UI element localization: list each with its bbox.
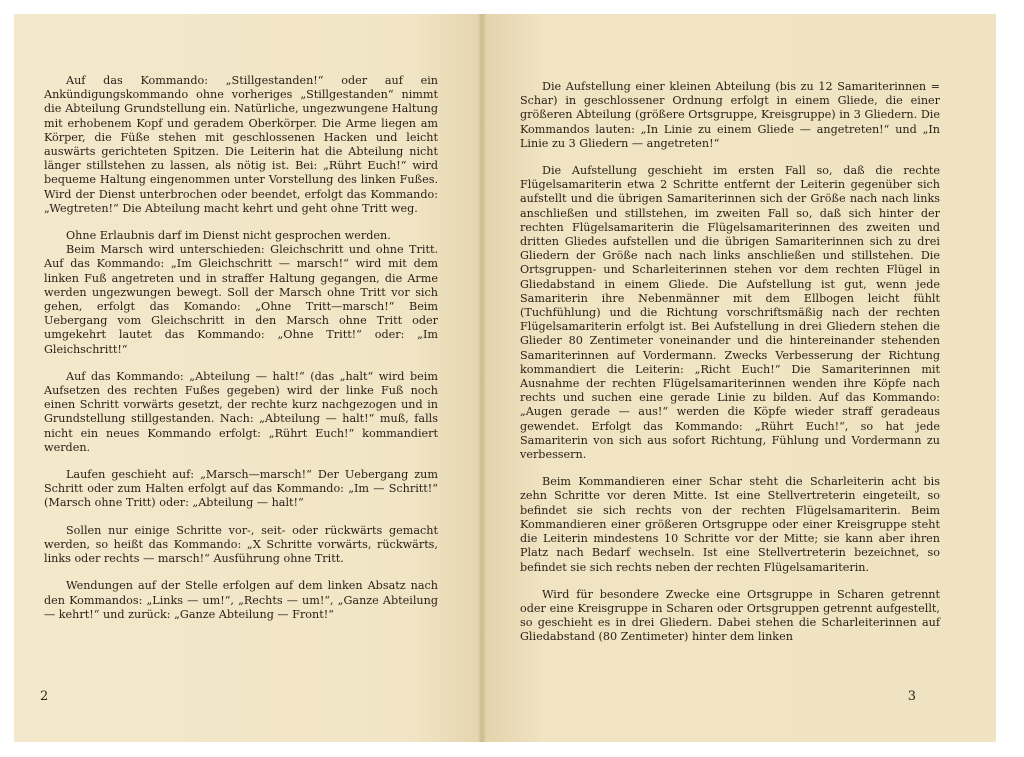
paragraph: Sollen nur einige Schritte vor-, seit- oder rückwärts gemacht werden, so heißt das Kommando: „X Schritte vorwärts, rückwärts, links oder rechts — marsch!“ Ausführung ohne Tritt. [44,523,438,566]
right-page [482,14,996,742]
left-page-text [44,74,438,635]
paragraph: Die Aufstellung geschieht im ersten Fall so, daß die rechte Flügelsamariterin etwa 2 Schritte entfernt der Leiterin gegenüber sich aufstellt und die übrigen Samariterinnen sich der Größe nach nach links anschließen und stillstehen, im zweiten Fall so, daß sich hinter der rechten Flügelsamariterin die Flügelsamariterinnen des zweiten und dritten Gliedes aufstellen und die übrigen Samariterinnen sich zu drei Gliedern der Größe nach nach links anschließen und stillstehen. Die Ortsgruppen- und Scharleiterinnen stehen vor dem rechten Flügel in Gliedabstand in einem Gliede. Die Aufstellung ist gut, wenn jede Samariterin ihre Nebenmänner mit dem Ellbogen leicht fühlt (Tuchfühlung) und die Richtung vorschriftsmäßig nach der rechten Flügelsamariterin erfolgt ist. Bei Aufstellung in drei Gliedern stehen die Glieder 80 Zentimeter voneinander und die hintereinander stehenden Samariterinnen auf Vordermann. Zwecks Verbesserung der Richtung kommandiert die Leiterin: „Richt Euch!“ Die Samariterinnen mit Ausnahme der rechten Flügelsamariterinnen wenden ihre Köpfe nach rechts und suchen eine gerade Linie zu bilden. Auf das Kommando: „Augen gerade — aus!“ werden die Köpfe wieder straff geradeaus gewendet. Erfolgt das Kommando: „Rührt Euch!“, so hat jede Samariterin von sich aus sofort Richtung, Fühlung und Vordermann zu verbessern. [520,164,940,462]
paragraph: Laufen geschieht auf: „Marsch—marsch!“ Der Uebergang zum Schritt oder zum Halten erfolgt auf das Kommando: „Im — Schritt!“ (Marsch ohne Tritt) oder: „Abteilung — halt!“ [44,468,438,510]
paragraph: Die Aufstellung einer kleinen Abteilung (bis zu 12 Samariterinnen = Schar) in geschlossener Ordnung erfolgt in einem Gliede, die einer größeren Abteilung (größere Ortsgruppe, Kreisgruppe) in 3 Gliedern. Die Kommandos lauten: „In Linie zu einem Gliede — angetreten!“ und „In Linie zu 3 Gliedern — angetreten!“ [520,80,940,150]
page-number: 3 [907,689,916,704]
paragraph: Auf das Kommando: „Stillgestanden!“ oder auf ein Ankündigungskommando ohne vorheriges „Stillgestanden“ nimmt die Abteilung Grundstellung ein. Natürliche, ungezwungene Haltung mit erhobenem Kopf und geradem Oberkörper. Die Arme liegen am Körper, die Füße stehen mit geschlossenen Hacken und leicht auswärts gerichteten Spitzen. Die Leiterin hat die Abteilung nicht länger stillstehen zu lassen, als nötig ist. Bei: „Rührt Euch!“ wird bequeme Haltung eingenommen unter Vorstellung des linken Fußes. Wird der Dienst unterbrochen oder beendet, erfolgt das Kommando: „Wegtreten!“ Die Abteilung macht kehrt und geht ohne Tritt weg. [44,74,438,215]
page-number: 2 [40,689,49,704]
paragraph: Beim Kommandieren einer Schar steht die Scharleiterin acht bis zehn Schritte vor deren Mitte. Ist eine Stellvertreterin eingeteilt, so befindet sie sich rechts von der rechten Flügelsamariterin. Beim Kommandieren einer größeren Ortsgruppe oder einer Kreisgruppe steht die Leiterin mindestens 10 Schritte vor der Mitte; sie kann aber ihren Platz nach Bedarf wechseln. Ist eine Stellvertreterin bezeichnet, so befindet sie sich rechts neben der rechten Flügelsamariterin. [520,475,940,574]
open-booklet [14,14,996,742]
paragraph: Wendungen auf der Stelle erfolgen auf dem linken Absatz nach den Kommandos: „Links — um!“, „Rechts — um!“, „Ganze Abteilung — kehrt!“ und zurück: „Ganze Abteilung — Front!“ [44,579,438,621]
book-gutter [477,14,487,742]
paragraph: Auf das Kommando: „Abteilung — halt!“ (das „halt“ wird beim Aufsetzen des rechten Fußes gegeben) wird der linke Fuß noch einen Schritt vorwärts gesetzt, der rechte kurz nachgezogen und in Grundstellung stillgestanden. Nach: „Abteilung — halt!“ muß, falls nicht ein neues Kommando erfolgt: „Rührt Euch!“ kommandiert werden. [44,369,438,454]
paragraph: Wird für besondere Zwecke eine Ortsgruppe in Scharen getrennt oder eine Kreisgruppe in Scharen oder Ortsgruppen getrennt aufgestellt, so geschieht es in drei Gliedern. Dabei stehen die Scharleiterinnen auf Gliedabstand (80 Zentimeter) hinter dem linken [520,587,940,644]
left-page [14,14,482,742]
right-page-text [520,80,940,658]
paragraph: Ohne Erlaubnis darf im Dienst nicht gesprochen werden. [66,229,391,243]
paragraph: Beim Marsch wird unterschieden: Gleichschritt und ohne Tritt. Auf das Kommando: „Im Gleichschritt — marsch!“ wird mit dem linken Fuß angetreten und in straffer Haltung gegangen, die Arme werden ungezwungen bewegt. Soll der Marsch ohne Tritt vor sich gehen, erfolgt das Komando: „Ohne Tritt—marsch!“ Beim Uebergang vom Gleichschritt in den Marsch ohne Tritt oder umgekehrt lautet das Kommando: „Ohne Tritt!“ oder: „Im Gleichschritt!“ [44,243,438,356]
